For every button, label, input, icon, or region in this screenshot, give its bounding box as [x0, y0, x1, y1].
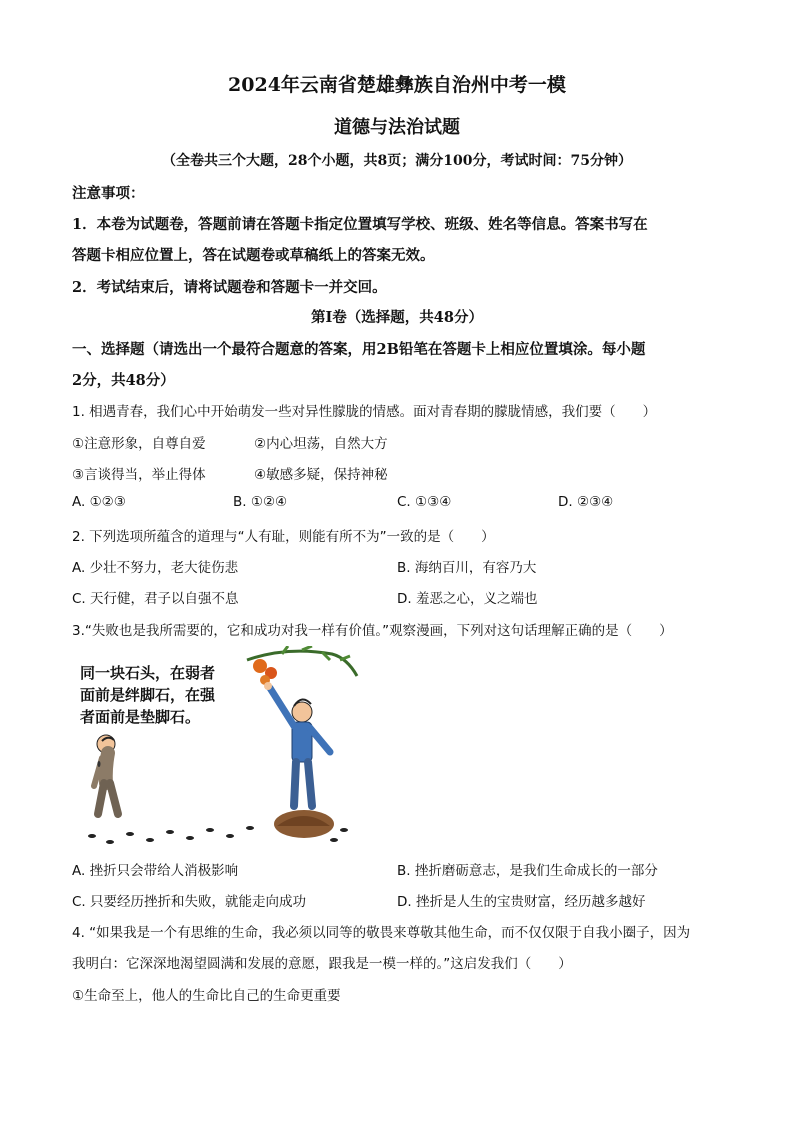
- cartoon-caption-line-3: 者面前是垫脚石。: [80, 708, 201, 726]
- question-1-option-c[interactable]: C. ①③④: [397, 494, 452, 510]
- question-3-option-a[interactable]: A. 挫折只会带给人消极影响: [72, 863, 239, 879]
- question-3-option-c[interactable]: C. 只要经历挫折和失败，就能走向成功: [72, 894, 307, 910]
- exam-subtitle: 道德与法治试题: [334, 117, 460, 138]
- exam-meta: （全卷共三个大题，28个小题，共8页；满分100分，考试时间：75分钟）: [162, 153, 632, 169]
- question-2-stem: 2. 下列选项所蕴含的道理与“人有耻，则能有所不为”一致的是（ ）: [72, 529, 495, 545]
- question-1-item-2: ②内心坦荡，自然大方: [254, 436, 388, 452]
- cartoon-caption: [80, 662, 215, 728]
- exam-title: 2024年云南省楚雄彝族自治州中考一模: [228, 74, 566, 96]
- question-1-option-b[interactable]: B. ①②④: [233, 494, 288, 510]
- question-4-item-1: ①生命至上，他人的生命比自己的生命更重要: [72, 988, 341, 1004]
- section-title: 第Ⅰ卷（选择题，共48分）: [311, 309, 483, 326]
- question-1-item-3: ③言谈得当，举止得体: [72, 467, 206, 483]
- notice-item-1-line-2: 答题卡相应位置上，答在试题卷或草稿纸上的答案无效。: [72, 247, 435, 264]
- section-instructions-line-1: 一、选择题（请选出一个最符合题意的答案，用2B铅笔在答题卡上相应位置填涂。每小题: [72, 341, 646, 358]
- question-4-stem-line-1: 4. “如果我是一个有思维的生命，我必须以同等的敬畏来尊敬其他生命，而不仅仅限于自我小圈子，因为: [72, 925, 691, 941]
- notice-item-1-line-1: 1．本卷为试题卷，答题前请在答题卡指定位置填写学校、班级、姓名等信息。答案书写在: [72, 216, 648, 233]
- question-4-stem-line-2: 我明白：它深深地渴望圆满和发展的意愿，跟我是一模一样的。”这启发我们（ ）: [72, 956, 572, 972]
- question-2-option-d[interactable]: D. 羞恶之心，义之端也: [397, 591, 538, 607]
- question-1-option-a[interactable]: A. ①②③: [72, 494, 126, 510]
- notice-heading: 注意事项：: [72, 185, 145, 202]
- question-3-stem: 3.“失败也是我所需要的，它和成功对我一样有价值。”观察漫画，下列对这句话理解正确的是（ ）: [72, 623, 673, 639]
- cartoon-caption-line-2: 面前是绊脚石，在强: [80, 686, 216, 704]
- question-3-option-d[interactable]: D. 挫折是人生的宝贵财富，经历越多越好: [397, 894, 646, 910]
- question-3-option-b[interactable]: B. 挫折磨砺意志，是我们生命成长的一部分: [397, 863, 658, 879]
- question-2-option-a[interactable]: A. 少壮不努力，老大徒伤悲: [72, 560, 239, 576]
- section-instructions-line-2: 2分，共48分）: [72, 372, 175, 389]
- question-2-option-b[interactable]: B. 海纳百川，有容乃大: [397, 560, 537, 576]
- question-1-stem: 1. 相遇青春，我们心中开始萌发一些对异性朦胧的情感。面对青春期的朦胧情感，我们要（ ）: [72, 404, 657, 420]
- question-2-option-c[interactable]: C. 天行健，君子以自强不息: [72, 591, 239, 607]
- question-1-item-1: ①注意形象，自尊自爱: [72, 436, 206, 452]
- notice-item-2: 2．考试结束后，请将试题卷和答题卡一并交回。: [72, 279, 387, 296]
- cartoon-caption-line-1: 同一块石头，在弱者: [80, 664, 216, 682]
- question-1-item-4: ④敏感多疑，保持神秘: [254, 467, 388, 483]
- question-1-option-d[interactable]: D. ②③④: [558, 494, 614, 510]
